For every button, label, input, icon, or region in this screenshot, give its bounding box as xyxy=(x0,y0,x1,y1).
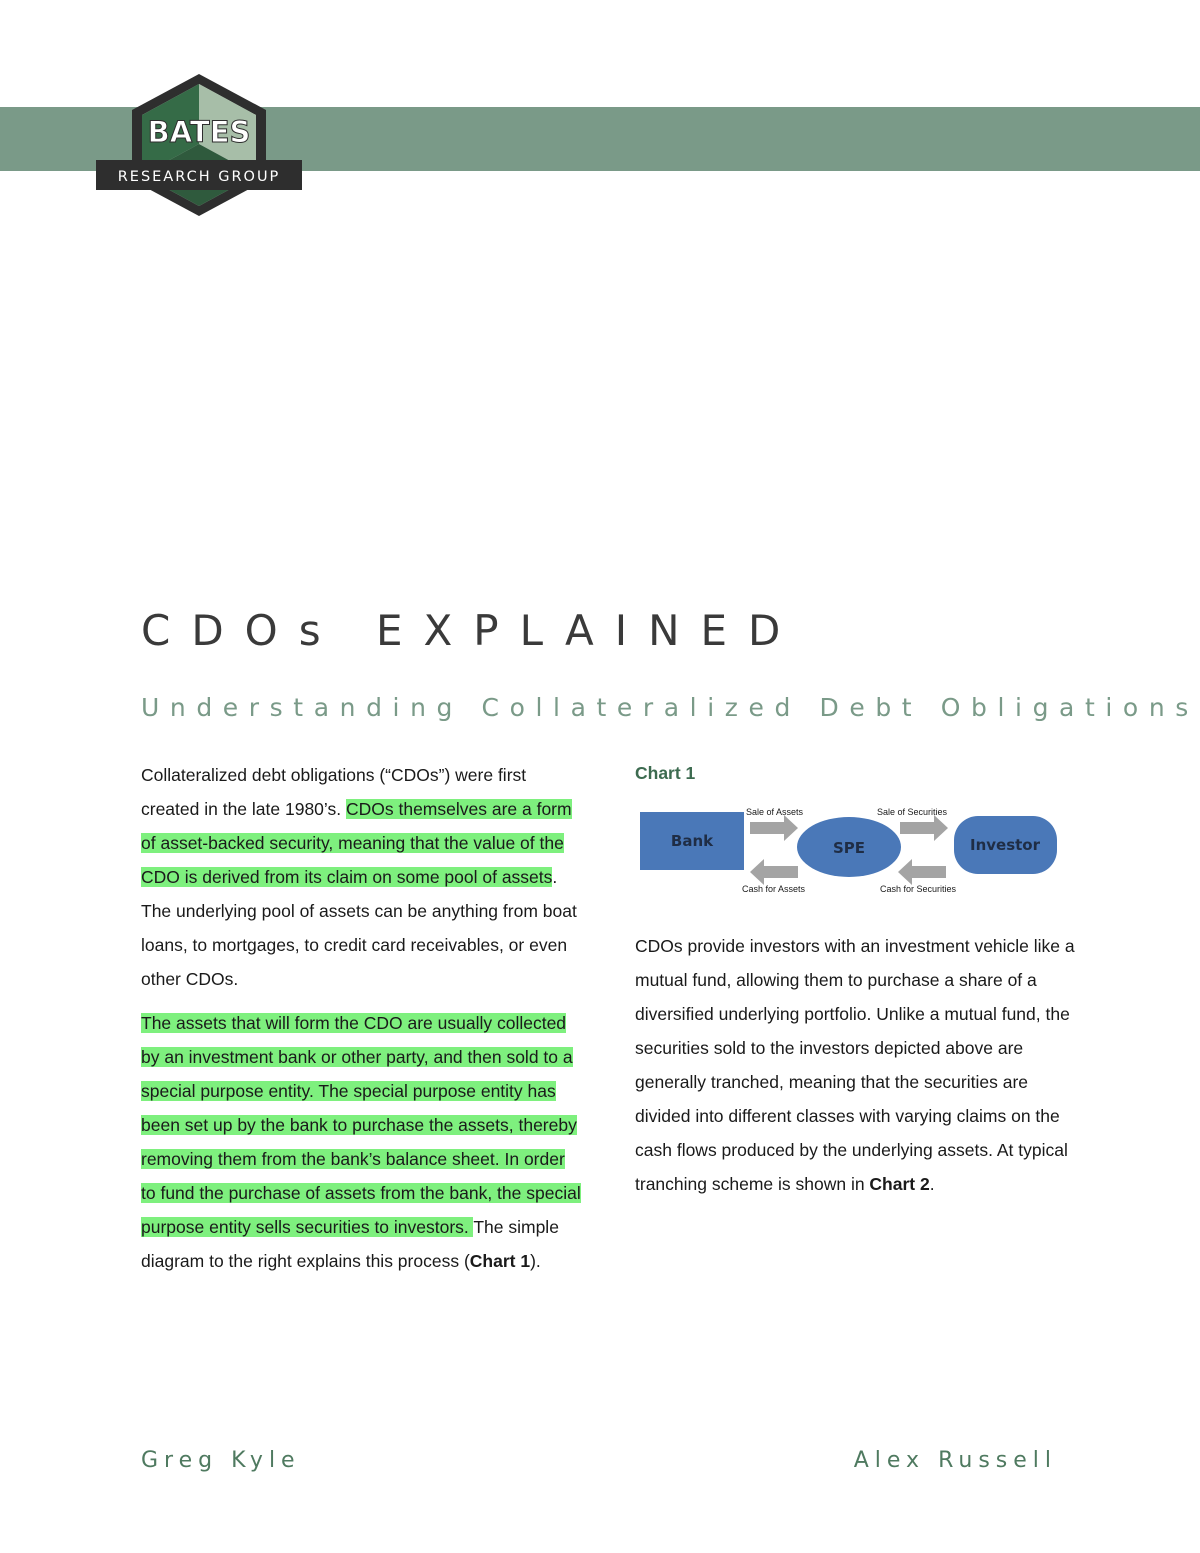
chart1-label: Chart 1 xyxy=(635,763,696,783)
process-text-end: ). xyxy=(530,1251,541,1271)
chart1-reference: Chart 1 xyxy=(469,1251,531,1271)
highlight-cdo-definition: CDOs themselves are a form of asset-backed security, meaning that the value of the CDO is derived from its claim on some pool of assets xyxy=(141,799,572,887)
intro-text-end: . The underlying pool of assets can be anything from boat loans, to mortgages, to credit card receivables, or even other CDOs. xyxy=(141,867,577,989)
chart2-reference: Chart 2 xyxy=(869,1174,930,1194)
arrow-sale-assets xyxy=(750,815,798,841)
paragraph-intro xyxy=(141,758,581,996)
logo-main-text: BATES xyxy=(147,115,251,149)
intro-text: Collateralized debt obligations (“CDOs”) were first created in the late 1980’s. xyxy=(141,765,527,819)
arrow-cash-securities xyxy=(898,859,946,885)
paragraph-process xyxy=(141,1006,581,1278)
process-text: The simple diagram to the right explains this process ( xyxy=(141,1217,559,1271)
arrow-cash-assets xyxy=(750,859,798,885)
page-title: CDOs EXPLAINED xyxy=(141,606,802,655)
cdo-investors-end: . xyxy=(929,1174,935,1194)
label-sale-securities: Sale of Securities xyxy=(877,807,948,817)
spe-label: SPE xyxy=(832,839,866,857)
left-column xyxy=(141,758,581,1278)
label-cash-securities: Cash for Securities xyxy=(880,884,957,894)
author-alex-russell: Alex Russell xyxy=(853,1448,1057,1473)
highlight-spe-process: The assets that will form the CDO are usually collected by an investment bank or other party, and then sold to a special purpose entity. The special purpose entity has been set up by the bank to purchase the assets, thereby removing them from the bank’s balance sheet. In order to fund the purchase of assets from the bank, the special purpose entity sells securities to investors. xyxy=(141,1013,581,1237)
arrow-sale-securities xyxy=(900,815,948,841)
author-greg-kyle: Greg Kyle xyxy=(141,1448,301,1473)
bates-logo xyxy=(94,72,304,218)
label-sale-assets: Sale of Assets xyxy=(746,807,804,817)
investor-label: Investor xyxy=(969,836,1041,854)
paragraph-cdo-investors xyxy=(635,929,1075,1201)
page-subtitle: Understanding Collateralized Debt Obligations xyxy=(141,693,1199,722)
bank-label: Bank xyxy=(670,832,714,850)
right-column xyxy=(635,929,1075,1201)
logo-sub-text: RESEARCH GROUP xyxy=(117,169,281,185)
chart1-diagram xyxy=(636,800,1062,900)
cdo-investors-text: CDOs provide investors with an investment vehicle like a mutual fund, allowing them to purchase a share of a diversified underlying portfolio. Unlike a mutual fund, the securities sold to the investors depicted above are generally tranched, meaning that the securities are divided into different classes with varying claims on the cash flows produced by the underlying assets. At typical tranching scheme is shown in xyxy=(635,936,1075,1194)
label-cash-assets: Cash for Assets xyxy=(742,884,806,894)
